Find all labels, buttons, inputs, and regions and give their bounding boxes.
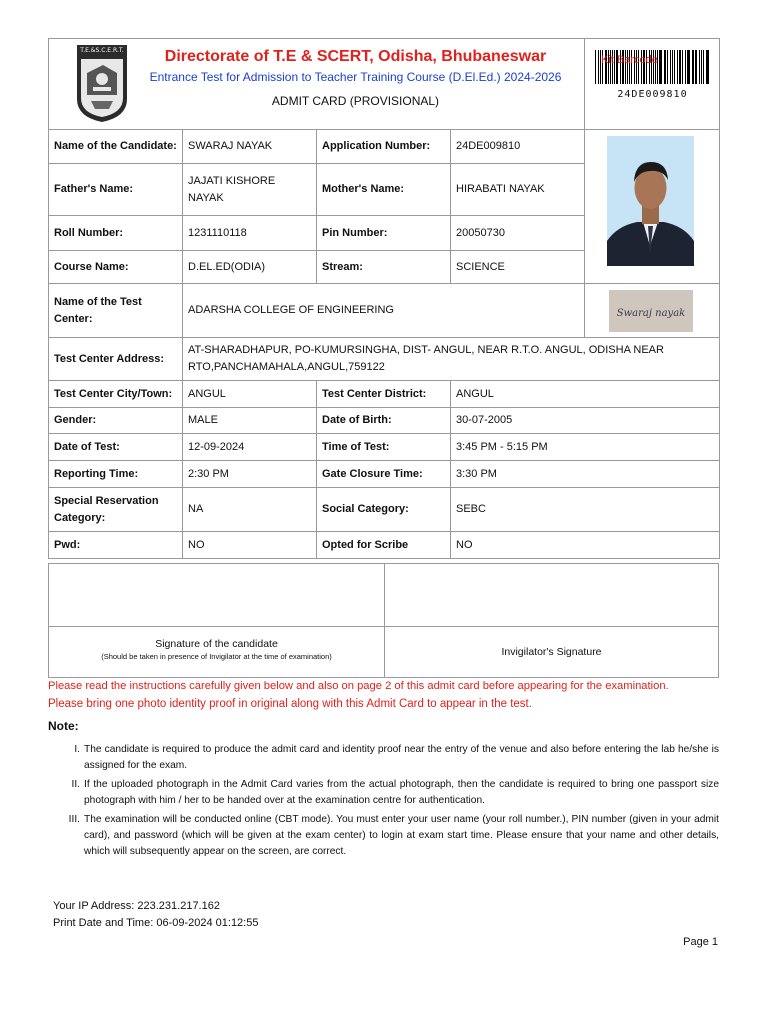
barcode-number: 24DE009810 <box>617 89 688 100</box>
father-label: Father's Name: <box>49 164 183 216</box>
candidate-signature-image <box>609 290 693 332</box>
roll-value: 1231110118 <box>183 216 317 251</box>
barcode-bar <box>703 50 704 84</box>
barcode-bar <box>674 50 675 84</box>
barcode-bar <box>595 50 596 84</box>
barcode-bar <box>679 50 681 84</box>
page-subtitle: Entrance Test for Admission to Teacher Training Course (D.El.Ed.) 2024-2026 <box>149 70 562 84</box>
course-label: Course Name: <box>49 251 183 284</box>
pin-label: Pin Number: <box>317 216 451 251</box>
father-value: JAJATI KISHORE NAYAK <box>183 164 317 216</box>
stream-value: SCIENCE <box>451 251 585 284</box>
barcode-bar <box>695 50 697 84</box>
city-label: Test Center City/Town: <box>49 381 183 408</box>
instruction-number: III. <box>68 814 80 825</box>
barcode-bar <box>692 50 693 84</box>
gender-label: Gender: <box>49 408 183 434</box>
instruction-text: If the uploaded photograph in the Admit Card varies from the actual photograph, then the candidate is required to bring one passport size photograph with him / her to be handed over at the examination centre for authentication. <box>84 779 719 806</box>
name-label: Name of the Candidate: <box>49 130 183 164</box>
notice-line-1: Please read the instructions carefully given below and also on page 2 of this admit card before appearing for the examination. <box>48 680 669 692</box>
name-value: SWARAJ NAYAK <box>183 130 317 164</box>
social-value: SEBC <box>451 488 720 532</box>
barcode-bar <box>685 50 686 84</box>
note-heading: Note: <box>48 719 79 733</box>
barcode-bar <box>682 50 683 84</box>
gate-value: 3:30 PM <box>451 461 720 488</box>
notice-line-2: Please bring one photo identity proof in original along with this Admit Card to appear in the test. <box>48 698 532 710</box>
dob-label: Date of Birth: <box>317 408 451 434</box>
app-label: Application Number: <box>317 130 451 164</box>
barcode-bar <box>664 50 665 84</box>
instruction-item <box>48 742 719 774</box>
instruction-number: I. <box>74 744 80 755</box>
logo-text: T.E.&S.C.E.R.T. <box>80 47 124 54</box>
center-label: Name of the Test Center: <box>49 284 183 338</box>
district-value: ANGUL <box>451 381 720 408</box>
instruction-number: II. <box>71 779 80 790</box>
candidate-signature-area <box>49 627 384 661</box>
test-time-value: 3:45 PM - 5:15 PM <box>451 434 720 461</box>
social-label: Social Category: <box>317 488 451 532</box>
barcode-bar <box>699 50 700 84</box>
notice-block <box>48 677 723 713</box>
candidate-signature-label: Signature of the candidate <box>155 638 278 650</box>
candidate-signature-note: (Should be taken in presence of Invigilator at the time of examination) <box>101 652 332 661</box>
reporting-value: 2:30 PM <box>183 461 317 488</box>
barcode <box>595 50 710 103</box>
address-label: Test Center Address: <box>49 338 183 381</box>
district-label: Test Center District: <box>317 381 451 408</box>
instruction-text: The examination will be conducted online (CBT mode). You must enter your user name (your roll number.), PIN number (given in your admit card), and password (which will be given at the exam center) to login at exam start time. Please ensure that your name and other details, which will subsequently appear on the screen, are correct. <box>84 814 719 857</box>
instruction-item <box>48 812 719 860</box>
reservation-value: NA <box>183 488 317 532</box>
gender-value: MALE <box>183 408 317 434</box>
test-time-label: Time of Test: <box>317 434 451 461</box>
footer-info <box>53 898 258 932</box>
pwd-value: NO <box>183 532 317 559</box>
barcode-bar <box>687 50 688 84</box>
barcode-bar <box>598 50 599 84</box>
barcode-bar <box>693 50 694 84</box>
pin-value: 20050730 <box>451 216 585 251</box>
admit-card-table <box>48 38 720 559</box>
scribe-value: NO <box>451 532 720 559</box>
scribe-label: Opted for Scribe <box>317 532 451 559</box>
barcode-cell <box>585 39 720 130</box>
barcode-bar <box>667 50 668 84</box>
course-value: D.EL.ED(ODIA) <box>183 251 317 284</box>
barcode-bar <box>670 50 671 84</box>
page-number: Page 1 <box>683 936 718 948</box>
scert-logo <box>73 43 131 123</box>
barcode-bar <box>677 50 678 84</box>
barcode-overlay-text: Kit Barcode <box>601 54 658 66</box>
center-value: ADARSHA COLLEGE OF ENGINEERING <box>183 284 585 338</box>
dob-value: 30-07-2005 <box>451 408 720 434</box>
header-cell <box>49 39 585 130</box>
barcode-bar <box>706 50 707 84</box>
stream-label: Stream: <box>317 251 451 284</box>
test-date-label: Date of Test: <box>49 434 183 461</box>
city-value: ANGUL <box>183 381 317 408</box>
pwd-label: Pwd: <box>49 532 183 559</box>
instruction-item <box>48 777 719 809</box>
gate-label: Gate Closure Time: <box>317 461 451 488</box>
reservation-label: Special Reservation Category: <box>49 488 183 532</box>
mother-value: HIRABATI NAYAK <box>451 164 585 216</box>
signature-script: Swaraj nayak <box>616 308 686 319</box>
barcode-bar <box>659 50 661 84</box>
admit-card-label: ADMIT CARD (PROVISIONAL) <box>271 94 440 108</box>
photo-cell <box>585 130 720 284</box>
barcode-bar <box>701 50 702 84</box>
signature-photo-cell <box>585 284 720 338</box>
signature-box <box>48 563 719 678</box>
ip-address: Your IP Address: 223.231.217.162 <box>53 900 220 912</box>
instructions-list <box>48 742 719 863</box>
barcode-bar <box>665 50 666 84</box>
page-title: Directorate of T.E & SCERT, Odisha, Bhubaneswar <box>164 48 547 65</box>
roll-label: Roll Number: <box>49 216 183 251</box>
instruction-text: The candidate is required to produce the admit card and identity proof near the entry of the venue and also before entering the lab he/she is assigned for the exam. <box>84 744 719 771</box>
barcode-bar <box>707 50 708 84</box>
candidate-photo <box>607 136 694 266</box>
address-value: AT-SHARADHAPUR, PO-KUMURSINGHA, DIST- ANGUL, NEAR R.T.O. ANGUL, ODISHA NEAR RTO,PANCHAMAHALA,ANGUL,759122 <box>183 338 720 381</box>
mother-label: Mother's Name: <box>317 164 451 216</box>
barcode-bar <box>672 50 673 84</box>
barcode-bar <box>688 50 689 84</box>
reporting-label: Reporting Time: <box>49 461 183 488</box>
test-date-value: 12-09-2024 <box>183 434 317 461</box>
print-date-time: Print Date and Time: 06-09-2024 01:12:55 <box>53 917 259 929</box>
invigilator-signature-label: Invigilator's Signature <box>501 646 602 658</box>
app-value: 24DE009810 <box>451 130 585 164</box>
